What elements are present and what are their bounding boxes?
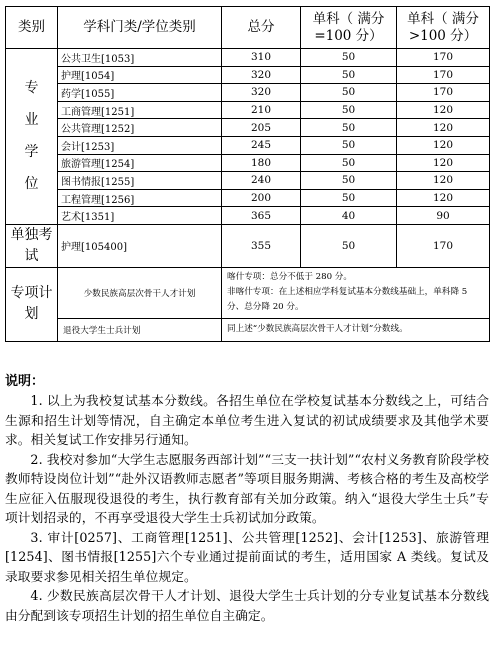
table-row <box>6 49 490 67</box>
subject-name: 公共管理[1252] <box>58 119 222 137</box>
total-score: 310 <box>222 49 301 67</box>
note-paragraph: 4. 少数民族高层次骨干人才计划、退役大学生士兵计划的分专业复试基本分数线由分配到该专项招生计划的招生单位自主确定。 <box>5 588 489 623</box>
score-table <box>5 6 490 342</box>
table-row <box>6 84 490 102</box>
minority-talent-plan-note <box>222 267 490 318</box>
single-score-100: 50 <box>301 101 397 119</box>
header-discipline: 学科门类/学位类别 <box>58 7 222 49</box>
total-score: 180 <box>222 154 301 172</box>
independent-exam-name: 护理[105400] <box>58 224 222 267</box>
total-score: 205 <box>222 119 301 137</box>
subject-name: 图书情报[1255] <box>58 172 222 190</box>
independent-exam-row <box>6 224 490 267</box>
total-score: 320 <box>222 66 301 84</box>
table-row <box>6 207 490 225</box>
total-score: 320 <box>222 84 301 102</box>
independent-exam-label: 单独考试 <box>6 224 58 267</box>
single-score-over-100: 120 <box>397 172 490 190</box>
single-score-over-100: 120 <box>397 101 490 119</box>
subject-name: 会计[1253] <box>58 136 222 154</box>
single-score-over-100: 170 <box>397 49 490 67</box>
header-single-over-100: 单科（ 满分>100 分） <box>397 7 490 49</box>
single-score-100: 50 <box>301 172 397 190</box>
total-score: 245 <box>222 136 301 154</box>
table-row <box>6 172 490 190</box>
note-paragraph: 2. 我校对参加“大学生志愿服务西部计划”“三支一扶计划”“农村义务教育阶段学校教师特设岗位计划”“赴外汉语教师志愿者”等项目服务期满、考核合格的考生及高校学生应征入伍服现役退役的考生，执行教育部有关加分政策。纳入“退役大学生士兵”专项计划招录的，不再享受退役大学生士兵初试加分政策。 <box>5 451 489 525</box>
table-row <box>6 66 490 84</box>
single-score-over-100: 170 <box>397 66 490 84</box>
table-row <box>6 189 490 207</box>
subject-name: 工商管理[1251] <box>58 101 222 119</box>
single-score-100: 50 <box>301 154 397 172</box>
note-paragraph: 3. 审计[0257]、工商管理[1251]、公共管理[1252]、会计[1253]、旅游管理[1254]、图书情报[1255]六个专业通过提前面试的考生，适用国家 A 类线。复试及录取要求参见相关招生单位规定。 <box>5 529 489 584</box>
single-score-100: 50 <box>301 119 397 137</box>
notes-title: 说明： <box>5 374 45 389</box>
subject-name: 艺术[1351] <box>58 207 222 225</box>
special-plan-row-2 <box>6 318 490 341</box>
single-score-over-100: 120 <box>397 154 490 172</box>
special-plan-row-1 <box>6 267 490 318</box>
category-char: 业 <box>24 112 39 129</box>
single-score-100: 50 <box>301 84 397 102</box>
single-score-over-100: 170 <box>397 84 490 102</box>
header-category: 类别 <box>6 7 58 49</box>
professional-degree-label <box>6 49 58 225</box>
single-score-over-100: 90 <box>397 207 490 225</box>
kashgar-note: 喀什专项：总分不低于 280 分。 <box>227 272 352 283</box>
veteran-plan-name: 退役大学生士兵计划 <box>58 318 222 341</box>
non-kashgar-note: 非喀什专项：在上述相应学科复试基本分数线基础上，单科降 5 分、总分降 20 分。 <box>227 287 468 313</box>
category-char: 专 <box>24 80 39 97</box>
subject-name: 药学[1055] <box>58 84 222 102</box>
single-score-100: 40 <box>301 207 397 225</box>
total-score: 210 <box>222 101 301 119</box>
total-score: 200 <box>222 189 301 207</box>
table-row <box>6 119 490 137</box>
independent-exam-single-over-100: 170 <box>397 224 490 267</box>
subject-name: 护理[1054] <box>58 66 222 84</box>
independent-exam-total: 355 <box>222 224 301 267</box>
header-single-100: 单科（ 满分=100 分） <box>301 7 397 49</box>
table-row <box>6 136 490 154</box>
single-score-over-100: 120 <box>397 136 490 154</box>
total-score: 365 <box>222 207 301 225</box>
single-score-100: 50 <box>301 49 397 67</box>
veteran-plan-note: 同上述“少数民族高层次骨干人才计划”分数线。 <box>222 318 490 341</box>
category-char: 学 <box>24 144 39 161</box>
total-score: 240 <box>222 172 301 190</box>
table-row <box>6 101 490 119</box>
single-score-100: 50 <box>301 66 397 84</box>
note-paragraph: 1. 以上为我校复试基本分数线。各招生单位在学校复试基本分数线之上，可结合生源和招生计划等情况，自主确定本单位考生进入复试的初试成绩要求及其他学术要求。相关复试工作安排另行通知。 <box>5 393 489 447</box>
single-score-over-100: 120 <box>397 119 490 137</box>
independent-exam-single-100: 50 <box>301 224 397 267</box>
special-plan-label: 专项计划 <box>6 267 58 341</box>
subject-name: 旅游管理[1254] <box>58 154 222 172</box>
professional-degree-rows <box>6 49 490 225</box>
header-total: 总分 <box>222 7 301 49</box>
minority-talent-plan-name: 少数民族高层次骨干人才计划 <box>58 267 222 318</box>
single-score-100: 50 <box>301 136 397 154</box>
notes-section <box>5 373 489 625</box>
single-score-100: 50 <box>301 189 397 207</box>
subject-name: 工程管理[1256] <box>58 189 222 207</box>
table-row <box>6 154 490 172</box>
category-char: 位 <box>24 176 39 193</box>
subject-name: 公共卫生[1053] <box>58 49 222 67</box>
table-header-row <box>6 7 490 49</box>
single-score-over-100: 120 <box>397 189 490 207</box>
